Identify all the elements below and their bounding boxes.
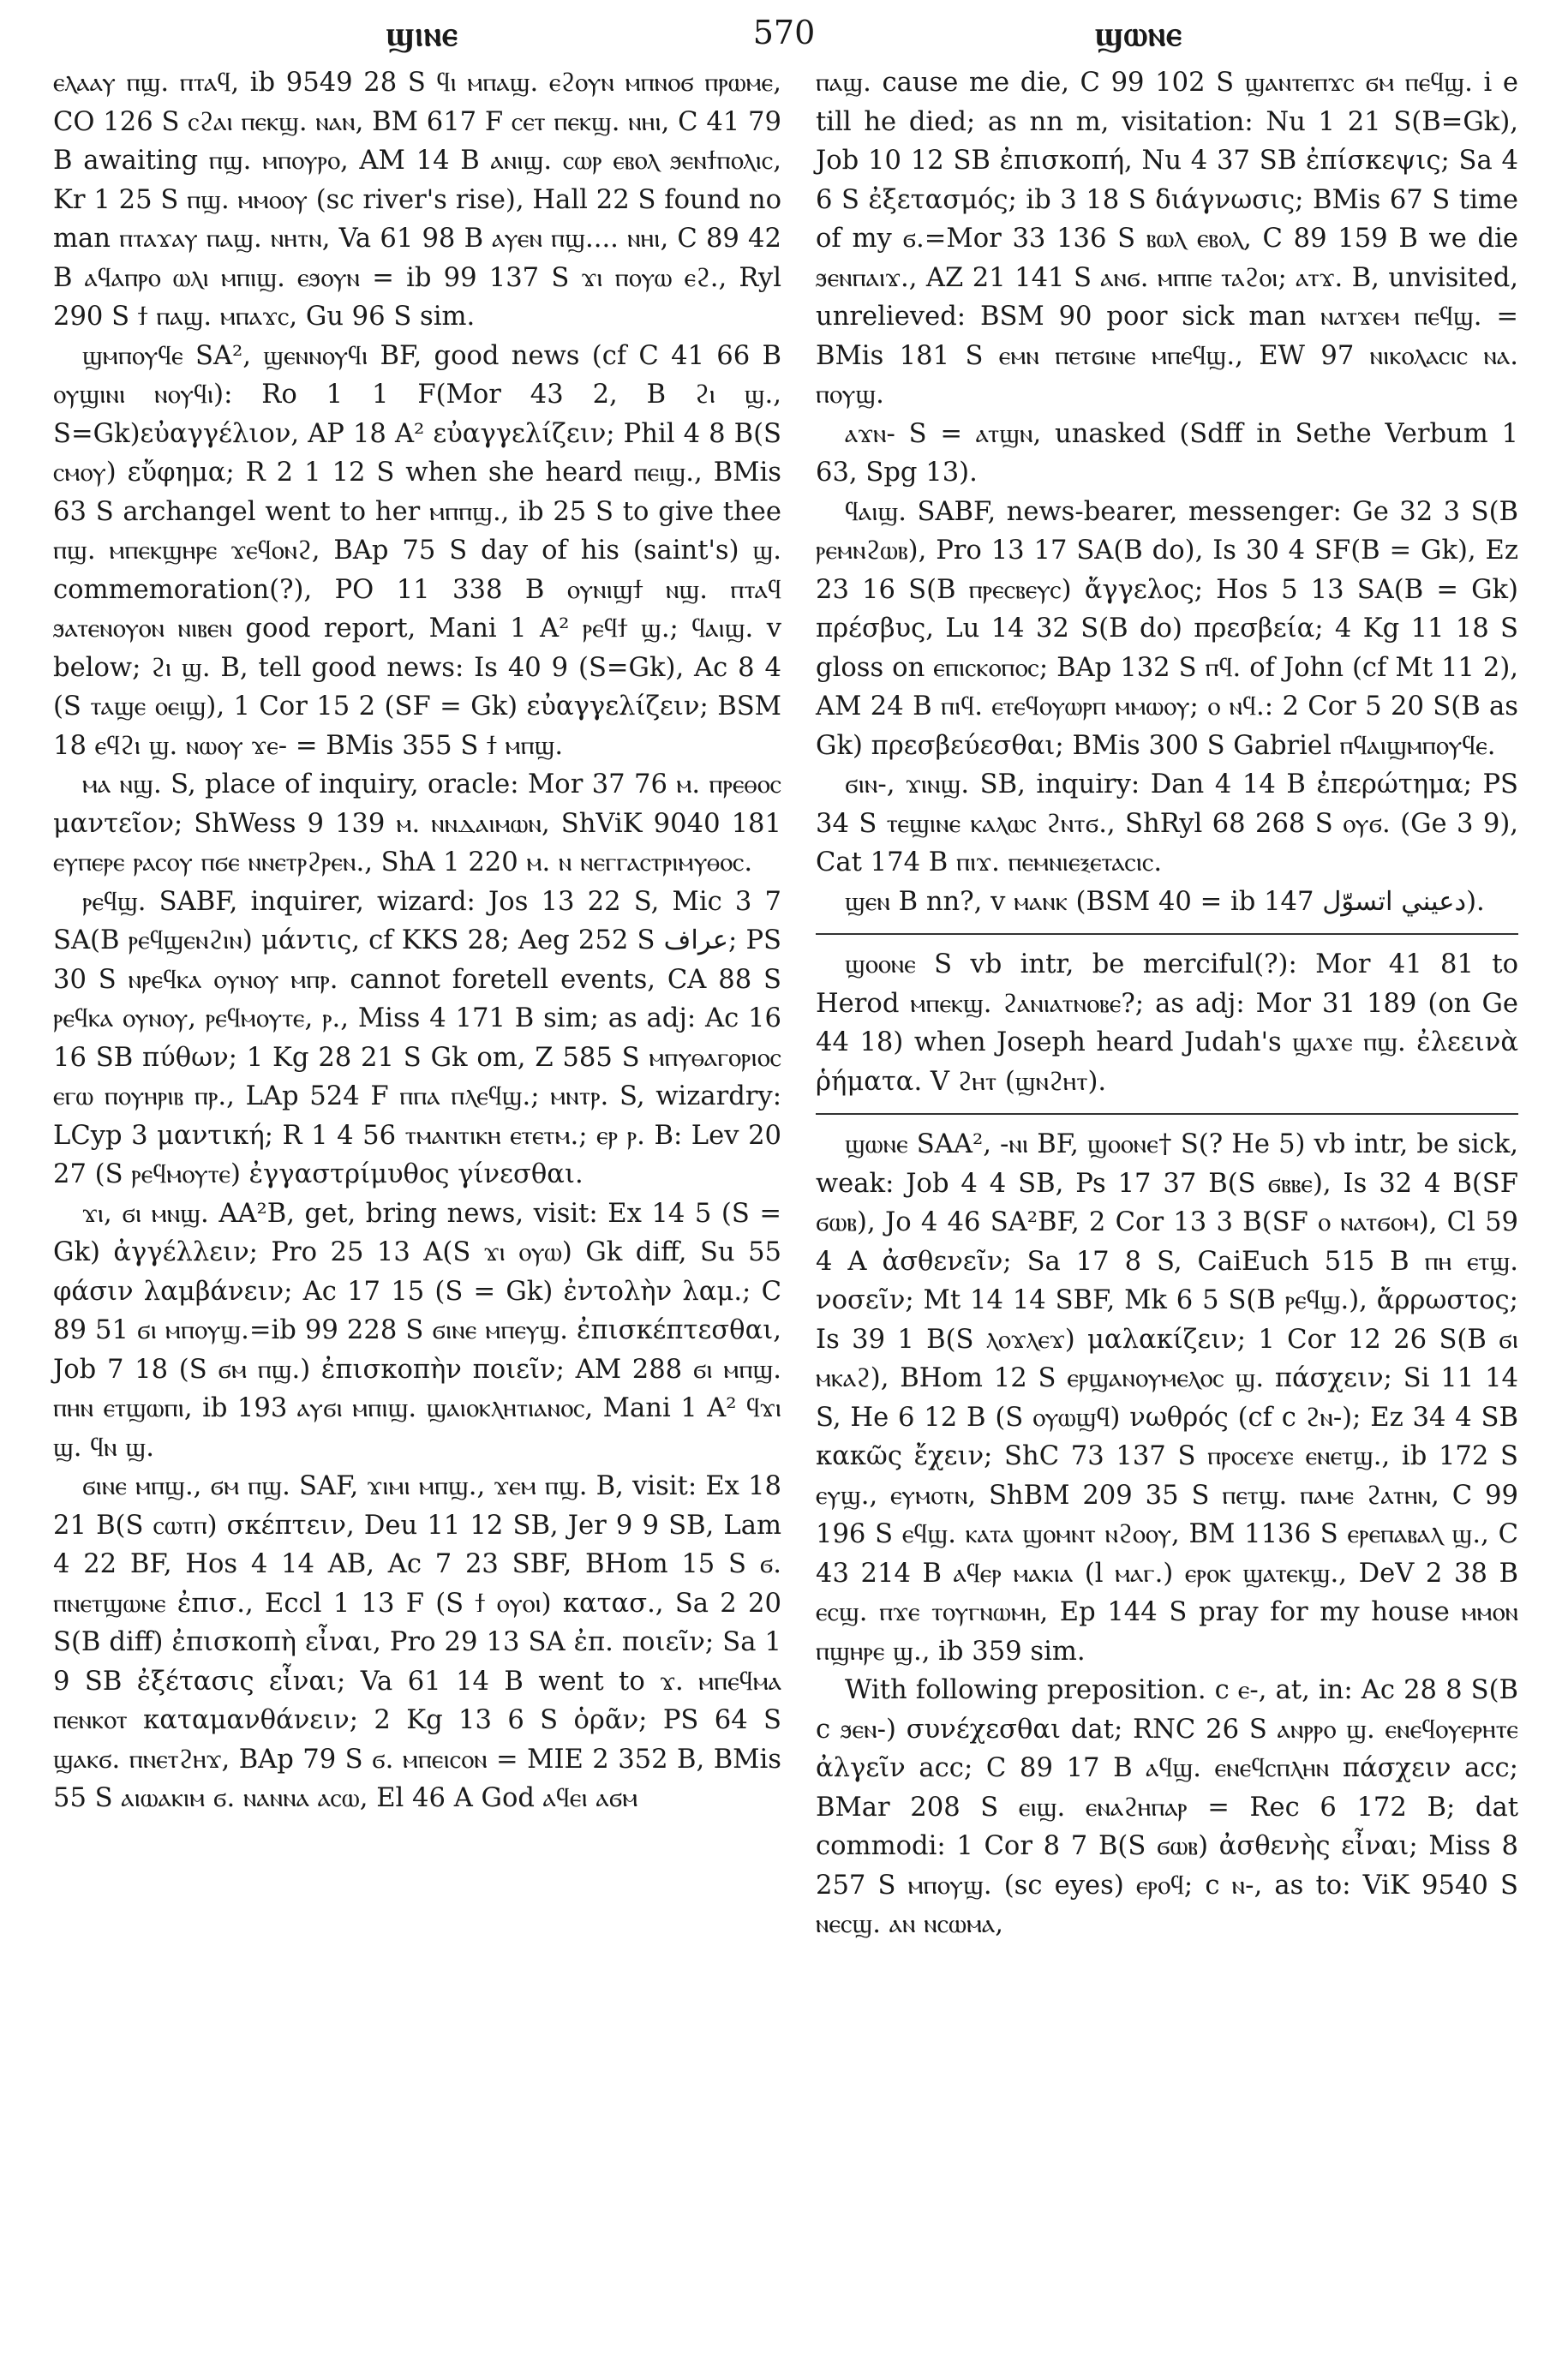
dictionary-entry: ⲙⲁ ⲛϣ. S, place of inquiry, oracle: Mor 37 76 ⲙ. ⲡⲣⲉⲑⲟⲥ μαντεῖον; ShWess 9 139 ⲙ. ⲛⲛⲇⲁⲓⲙⲱⲛ, ShViK 9040 181 ⲉⲩⲡⲉⲣⲉ ⲣⲁⲥⲟⲩ ⲡϭⲉ ⲛⲛⲉⲧⲣϩⲣⲉⲛ., ShA 1 220 ⲙ. ⲛ ⲛⲉⲅⲅⲁⲥⲧⲣⲓⲙⲩⲑⲟⲥ. [53,769,781,877]
dictionary-entry: ⲣⲉϥϣ. SABF, inquirer, wizard: Jos 13 22 S, Mic 3 7 SA(B ⲣⲉϥϣⲉⲛϩⲓⲛ) μάντις, cf KKS 28; Aeg 252 S عراف; PS 30 S ⲛⲣⲉϥⲕⲁ ⲟⲩⲛⲟⲩ ⲙⲡⲣ. cannot foretell events, CA 88 S ⲣⲉϥⲕⲁ ⲟⲩⲛⲟⲩ, ⲣⲉϥⲙⲟⲩⲧⲉ, ⲣ., Miss 4 171 B sim; as adj: Ac 16 16 SB πύθων; 1 Kg 28 21 S Gk om, Z 585 S ⲙⲡⲩⲑⲁⲅⲟⲣⲓⲟⲥ ⲉⲅⲱ ⲡⲟⲩⲏⲣⲓⲃ ⲡⲣ., LAp 524 F ⲡⲡⲁ ⲡⲗⲉϥϣ.; ⲙⲛⲧⲣ. S, wizardry: LCyp 3 μαντική; R 1 4 56 ⲧⲙⲁⲛⲧⲓⲕⲏ ⲉⲧⲉⲧⲙ.; ⲉⲣ ⲣ. B: Lev 20 27 (S ⲣⲉϥⲙⲟⲩⲧⲉ) ἐγγαστρίμυθος γίνεσθαι. [53,886,781,1189]
dictionary-entry: ϣⲟⲟⲛⲉ S vb intr, be merciful(?): Mor 41 81 to Herod ⲙⲡⲉⲕϣ. ϩⲁⲛⲓⲁⲧⲛⲟⲃⲉ?; as adj: Mor 31 189 (on Ge 44 18) when Joseph heard Judah's ϣⲁϫⲉ ⲡϣ. ἐλεεινὰ ῥήματα. V ϩⲏⲧ (ϣⲛϩⲏⲧ). [816,949,1518,1097]
dictionary-entry: ⲉⲗⲁⲁⲩ ⲡϣ. ⲡⲧⲁϥ, ib 9549 28 S ϥⲓ ⲙⲡⲁϣ. ⲉϩⲟⲩⲛ ⲙⲡⲛⲟϭ ⲡⲣⲱⲙⲉ, CO 126 S ⲥϩⲁⲓ ⲡⲉⲕϣ. ⲛⲁⲛ, BM 617 F ⲥⲉⲧ ⲡⲉⲕϣ. ⲛⲏⲓ, C 41 79 B awaiting ⲡϣ. ⲙⲡⲟⲩⲣⲟ, AM 14 B ⲁⲛⲓϣ. ⲥⲱⲣ ⲉⲃⲟⲗ ϧⲉⲛϯⲡⲟⲗⲓⲥ, Kr 1 25 S ⲡϣ. ⲙⲙⲟⲟⲩ (sc river's rise), Hall 22 S found no man ⲡⲧⲁϫⲁⲩ ⲡⲁϣ. ⲛⲏⲧⲛ, Va 61 98 B ⲁⲩⲉⲛ ⲡϣ.... ⲛⲏⲓ, C 89 42 B ⲁϥⲁⲡⲣⲟ ⲱⲗⲓ ⲙⲡⲓϣ. ⲉϧⲟⲩⲛ = ib 99 137 S ϫⲓ ⲡⲟⲩⲱ ⲉϩ., Ryl 290 S ϯ ⲡⲁϣ. ⲙⲡⲁϫⲥ, Gu 96 S sim. [53,68,781,332]
dictionary-entry: ϭⲓⲛ-, ϫⲓⲛϣ. SB, inquiry: Dan 4 14 B ἐπερώτημα; PS 34 S ⲧⲉϣⲓⲛⲉ ⲕⲁⲗⲱⲥ ϩⲛⲧϭ., ShRyl 68 268 S ⲟⲩϭ. (Ge 3 9), Cat 174 B ⲡⲓϫ. ⲡⲉⲙⲛⲓⲉⲝⲉⲧⲁⲥⲓⲥ. [816,769,1518,877]
page-header [51,14,1517,57]
entry-divider [816,1113,1518,1115]
dictionary-entry: With following preposition. c ⲉ-, at, in: Ac 28 8 S(B c ϧⲉⲛ-) συνέχεσθαι dat; RNC 26 S ⲁⲛⲣⲣⲟ ϣ. ⲉⲛⲉϥⲟⲩⲉⲣⲏⲧⲉ ἀλγεῖν acc; C 89 17 B ⲁϥϣ. ⲉⲛⲉϥⲥⲡⲗⲏⲛ πάσχειν acc; BMar 208 S ⲉⲓϣ. ⲉⲛⲁϩⲏⲡⲁⲣ = Rec 6 172 B; dat commodi: 1 Cor 8 7 B(S ϭⲱⲃ) ἀσθενὴς εἶναι; Miss 8 257 S ⲙⲡⲟⲩϣ. (sc eyes) ⲉⲣⲟϥ; c ⲛ-, as to: ViK 9540 S ⲛⲉⲥϣ. ⲁⲛ ⲛⲥⲱⲙⲁ, [816,1675,1518,1939]
dictionary-entry: ϭⲓⲛⲉ ⲙⲡϣ., ϭⲙ ⲡϣ. SAF, ϫⲓⲙⲓ ⲙⲡϣ., ϫⲉⲙ ⲡϣ. B, visit: Ex 18 21 B(S ⲥⲱⲧⲡ) σκέπτειν, Deu 11 12 SB, Jer 9 9 SB, Lam 4 22 BF, Hos 4 14 AB, Ac 7 23 SBF, BHom 15 S ϭ. ⲡⲛⲉⲧϣⲱⲛⲉ ἐπισ., Eccl 1 13 F (S ϯ ⲟⲩⲟⲓ) κατασ., Sa 2 20 S(B diff) ἐπισκοπὴ εἶναι, Pro 29 13 SA ἐπ. ποιεῖν; Sa 1 9 SB ἐξέτασις εἶναι; Va 61 14 B went to ϫ. ⲙⲡⲉϥⲙⲁ ⲡⲉⲛⲕⲟⲧ καταμανθάνειν; 2 Kg 13 6 S ὁρᾶν; PS 64 S ϣⲁⲕϭ. ⲡⲛⲉⲧϩⲏϫ, BAp 79 S ϭ. ⲙⲡⲉⲓⲥⲟⲛ = MIE 2 352 B, BMis 55 S ⲁⲓⲱⲁⲕⲓⲙ ϭ. ⲛⲁⲛⲛⲁ ⲁⲥⲱ, El 46 A God ⲁϥⲉⲓ ⲁϭⲙ [53,1471,781,1813]
dictionary-entry: ϣⲱⲛⲉ SAA², -ⲛⲓ BF, ϣⲟⲟⲛⲉ† S(? He 5) vb intr, be sick, weak: Job 4 4 SB, Ps 17 37 B(S ϭⲃⲃⲉ), Is 32 4 B(SF ϭⲱⲃ), Jo 4 46 SA²BF, 2 Cor 13 3 B(SF ⲟ ⲛⲁⲧϭⲟⲙ), Cl 59 4 A ἀσθενεῖν; Sa 17 8 S, CaiEuch 515 B ⲡⲏ ⲉⲧϣ. νοσεῖν; Mt 14 14 SBF, Mk 6 5 S(B ⲣⲉϥϣ.), ἄρρωστος; Is 39 1 B(S ⲗⲟϫⲗⲉϫ) μαλακίζειν; 1 Cor 12 26 S(B ϭⲓ ⲙⲕⲁϩ), BHom 12 S ⲉⲣϣⲁⲛⲟⲩⲙⲉⲗⲟⲥ ϣ. πάσχειν; Si 11 14 S, He 6 12 B (S ⲟⲩⲱϣϥ) νωθρός (cf c ϩⲛ-); Ez 34 4 SB κακῶς ἔχειν; ShC 73 137 S ⲡⲣⲟⲥⲉϫⲉ ⲉⲛⲉⲧϣ., ib 172 S ⲉⲩϣ., ⲉⲩⲙⲟⲧⲛ, ShBM 209 35 S ⲡⲉⲧϣ. ⲡⲁⲙⲉ ϩⲁⲧⲏⲛ, C 99 196 S ⲉϥϣ. ⲕⲁⲧⲁ ϣⲟⲙⲛⲧ ⲛϩⲟⲟⲩ, BM 1136 S ⲉⲣⲉⲡⲁⲃⲁⲗ ϣ., C 43 214 B ⲁϥⲉⲣ ⲙⲁⲕⲓⲁ (l ⲙⲁⲅ.) ⲉⲣⲟⲕ ϣⲁⲧⲉⲕϣ., DeV 2 38 B ⲉⲥϣ. ⲡϫⲉ ⲧⲟⲩⲅⲛⲱⲙⲏ, Ep 144 S pray for my house ⲙⲙⲟⲛ ⲡϣⲏⲣⲉ ϣ., ib 359 sim. [816,1129,1518,1667]
right-column [816,63,1518,1944]
page-number: 570 [752,14,816,51]
left-column [53,63,781,1818]
dictionary-entry: ϣⲙⲡⲟⲩϥⲉ SA², ϣⲉⲛⲛⲟⲩϥⲓ BF, good news (cf C 41 66 B ⲟⲩϣⲓⲛⲓ ⲛⲟⲩϥⲓ): Ro 1 1 F(Mor 43 2, B ϩⲓ ϣ., S=Gk)εὐαγγέλιον, AP 18 A² εὐαγγελίζειν; Phil 4 8 B(S ⲥⲙⲟⲩ) εὔφημα; R 2 1 12 S when she heard ⲡⲉⲓϣ., BMis 63 S archangel went to her ⲙⲡⲡϣ., ib 25 S to give thee ⲡϣ. ⲙⲡⲉⲕϣⲏⲣⲉ ϫⲉϥⲟⲛϩ, BAp 75 S day of his (saint's) ϣ. commemoration(?), PO 11 338 B ⲟⲩⲛⲓϣϯ ⲛϣ. ⲡⲧⲁϥ ϧⲁⲧⲉⲛⲟⲩⲟⲛ ⲛⲓⲃⲉⲛ good report, Mani 1 A² ⲣⲉϥϯ ϣ.; ϥⲁⲓϣ. v below; ϩⲓ ϣ. B, tell good news: Is 40 9 (S=Gk), Ac 8 4 (S ⲧⲁϣⲉ ⲟⲉⲓϣ), 1 Cor 15 2 (SF = Gk) εὐαγγελίζειν; BSM 18 ⲉϥϩⲓ ϣ. ⲛⲱⲟⲩ ϫⲉ- = BMis 355 S ϯ ⲙⲡϣ. [53,340,781,761]
dictionary-entry: ϫⲓ, ϭⲓ ⲙⲛϣ. AA²B, get, bring news, visit: Ex 14 5 (S = Gk) ἀγγέλλειν; Pro 25 13 A(S ϫⲓ ⲟⲩⲱ) Gk diff, Su 55 φάσιν λαμβάνειν; Ac 17 15 (S = Gk) ἐντολὴν λαμ.; C 89 51 ϭⲓ ⲙⲡⲟⲩϣ.=ib 99 228 S ϭⲓⲛⲉ ⲙⲡⲉⲩϣ. ἐπισκέπτεσθαι, Job 7 18 (S ϭⲙ ⲡϣ.) ἐπισκοπὴν ποιεῖν; AM 288 ϭⲓ ⲙⲡϣ. ⲡⲏⲛ ⲉⲧϣⲱⲡⲓ, ib 193 ⲁⲩϭⲓ ⲙⲡⲓϣ. ϣⲁⲓⲟⲕⲗⲏⲧⲓⲁⲛⲟⲥ, Mani 1 A² ϥϫⲓ ϣ. ϥⲛ ϣ. [53,1198,781,1463]
left-running-headword: ϣⲓⲛⲉ [386,14,458,54]
right-running-headword: ϣⲱⲛⲉ [1094,14,1182,54]
dictionary-entry: ⲁϫⲛ- S = ⲁⲧϣⲛ, unasked (Sdff in Sethe Verbum 1 63, Spg 13). [816,418,1518,488]
dictionary-entry: ⲡⲁϣ. cause me die, C 99 102 S ϣⲁⲛⲧⲉⲡϫⲥ ϭⲙ ⲡⲉϥϣ. i e till he died; as nn m, visitation: Nu 1 21 S(B=Gk), Job 10 12 SB ἐπισκοπή, Nu 4 37 SB ἐπίσκεψις; Sa 4 6 S ἐξετασμός; ib 3 18 S διάγνωσις; BMis 67 S time of my ϭ.=Mor 33 136 S ⲃⲱⲗ ⲉⲃⲟⲗ, C 89 159 B we die ϧⲉⲛⲡⲁⲓϫ., AZ 21 141 S ⲁⲛϭ. ⲙⲡⲡⲉ ⲧⲁϩⲟⲓ; ⲁⲧϫ. B, unvisited, unrelieved: BSM 90 poor sick man ⲛⲁⲧϫⲉⲙ ⲡⲉϥϣ. = BMis 181 S ⲉⲙⲛ ⲡⲉⲧϭⲓⲛⲉ ⲙⲡⲉϥϣ., EW 97 ⲛⲓⲕⲟⲗⲁⲥⲓⲥ ⲛⲁ. ⲡⲟⲩϣ. [816,68,1518,410]
dictionary-entry: ϥⲁⲓϣ. SABF, news-bearer, messenger: Ge 32 3 S(B ⲣⲉⲙⲛϩⲱⲃ), Pro 13 17 SA(B do), Is 30 4 SF(B = Gk), Ez 23 16 S(B ⲡⲣⲉⲥⲃⲉⲩⲥ) ἄγγελος; Hos 5 13 SA(B = Gk) πρέσβυς, Lu 14 32 S(B do) πρεσβεία; 4 Kg 11 18 S gloss on ⲉⲡⲓⲥⲕⲟⲡⲟⲥ; BAp 132 S ⲡϥ. of John (cf Mt 11 2), AM 24 B ⲡⲓϥ. ⲉⲧⲉϥⲟⲩⲱⲣⲡ ⲙⲙⲱⲟⲩ; ⲟ ⲛϥ.: 2 Cor 5 20 S(B as Gk) πρεσβεύεσθαι; BMis 300 S Gabriel ⲡϥⲁⲓϣⲙⲡⲟⲩϥⲉ. [816,496,1518,761]
dictionary-entry: ϣⲉⲛ B nn?, v ⲙⲁⲛⲕ (BSM 40 = ib 147 دعيني اتسوّل). [845,886,1485,917]
entry-divider [816,933,1518,935]
